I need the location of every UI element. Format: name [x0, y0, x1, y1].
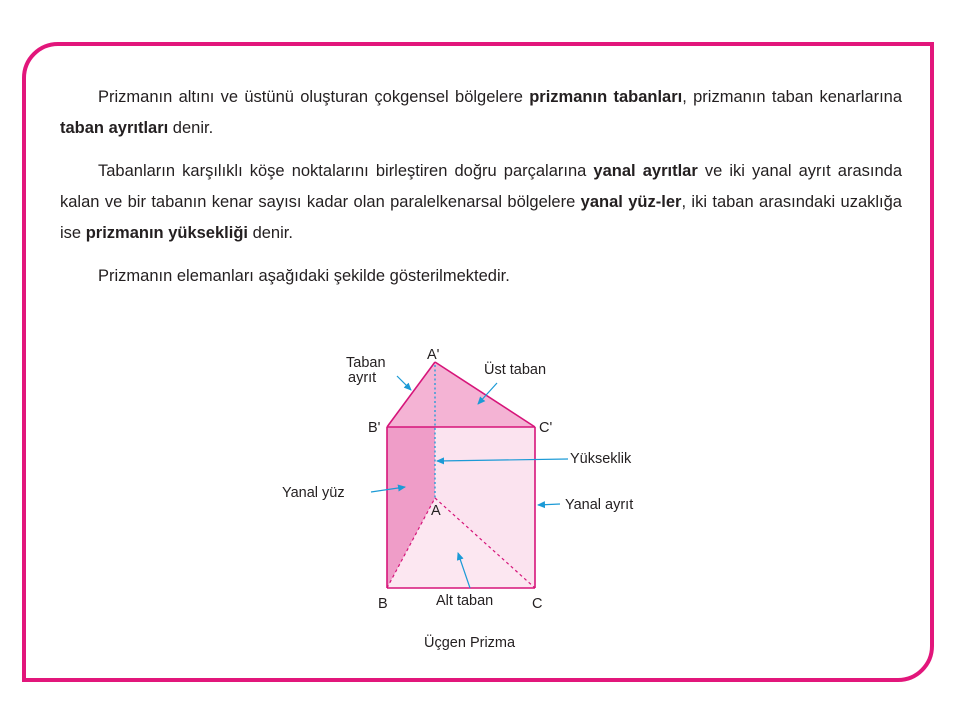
vertex-a: A — [431, 503, 441, 519]
term-yanal-ayritlar: yanal ayrıtlar — [593, 162, 698, 180]
term-taban-ayritlari: taban ayrıtları — [60, 119, 169, 137]
vertex-a-prime: A' — [427, 347, 440, 363]
label-taban: Taban — [346, 355, 386, 371]
vertex-b: B — [378, 596, 388, 612]
p2-part-7: denir. — [248, 224, 293, 242]
arrow-yanal-ayrit — [538, 504, 560, 505]
term-prizmanin-yuksekligi: prizmanın yüksekliği — [85, 224, 248, 242]
label-yukseklik: Yükseklik — [570, 451, 632, 467]
term-prizmanin-tabanlari: prizmanın tabanları — [529, 88, 683, 106]
p1-part-3: , prizmanın taban kenarlarına — [682, 88, 903, 106]
p1-part-5: denir. — [168, 119, 214, 137]
vertex-c-prime: C' — [539, 420, 553, 436]
p2-part-3: ve iki yanal ayrıt arasında kalan ve bir tabanın kenar sayısı kadar olan paralelkenarsal bölgelere — [60, 162, 902, 211]
label-yanal-yuz: Yanal yüz — [282, 485, 345, 501]
vertex-c: C — [532, 596, 543, 612]
p1-part-1: Prizmanın altını ve üstünü oluşturan çokgensel bölgelere — [98, 88, 530, 106]
label-ayrit: ayrıt — [348, 370, 377, 386]
label-yanal-ayrit: Yanal ayrıt — [565, 497, 634, 513]
vertex-b-prime: B' — [368, 420, 381, 436]
p3-part-1: Prizmanın elemanları aşağıdaki şekilde gösterilmektedir. — [98, 267, 510, 285]
label-ust-taban: Üst taban — [484, 362, 547, 378]
label-alt-taban: Alt taban — [436, 593, 494, 609]
term-yanal-yuzler: yanal yüz-ler — [580, 193, 682, 211]
p2-part-5: , iki taban arasındaki uzaklığa ise — [60, 193, 902, 242]
arrow-taban-ayrit — [397, 376, 411, 390]
figure-caption: Üçgen Prizma — [424, 635, 516, 651]
p2-part-1: Tabanların karşılıklı köşe noktalarını birleştiren doğru parçalarına — [98, 162, 594, 180]
